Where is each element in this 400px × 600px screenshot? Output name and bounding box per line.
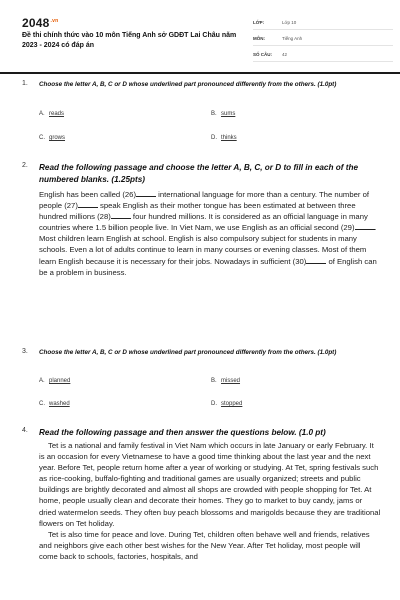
- option-d[interactable]: [211, 135, 237, 141]
- option-c[interactable]: [39, 401, 70, 407]
- header-divider: [0, 72, 400, 74]
- option-word: planned: [49, 378, 71, 384]
- option-a[interactable]: [39, 111, 64, 117]
- logo-suffix: .vn: [50, 18, 59, 24]
- passage-paragraph: Tet is a national and family festival in Viet Nam which occurs in late January or early February. It is an occasion for every Vietnamese to have a good time thinking about the last year and the next year. Before Tet, people return home after a year of working or studying. At Tet, spring festivals such as rice-cooking, buffalo-fighting and traditional games are usually organized; streets and public buildings are brightly decorated and almost all shops are crowded with people shopping for Tet. At home, people usually clean and decorate their homes. They go to market to buy candy, jams or dried watermelon seeds. They often buy peach blossoms and marigolds because they are traditional flowers on Tet holiday.: [39, 441, 381, 528]
- option-word: stopped: [221, 401, 243, 407]
- passage-text: [39, 440, 381, 562]
- option-word: sums: [221, 111, 236, 117]
- meta-key: LỚP:: [253, 20, 265, 25]
- question-number: 3.: [22, 348, 28, 355]
- passage-segment: of English can be a problem in business.: [39, 256, 377, 277]
- meta-row-count: [253, 48, 393, 62]
- blank-30[interactable]: [306, 257, 326, 264]
- option-word: thinks: [221, 135, 237, 141]
- option-c[interactable]: [39, 135, 65, 141]
- page-title: Đề thi chính thức vào 10 môn Tiếng Anh sở GDĐT Lai Châu năm 2023 - 2024 có đáp án: [22, 32, 237, 49]
- meta-value: 42: [282, 52, 288, 57]
- meta-row-subject: [253, 32, 393, 46]
- passage-segment: international language for more than a century. The number of people (27): [39, 190, 369, 211]
- option-word: grows: [49, 135, 66, 141]
- meta-key: SỐ CÂU:: [253, 52, 272, 57]
- logo-text: 2048: [22, 16, 50, 30]
- option-b[interactable]: [211, 111, 235, 117]
- option-letter: B.: [211, 378, 217, 384]
- option-word: missed: [221, 378, 241, 384]
- option-word: reads: [49, 111, 65, 117]
- blank-29[interactable]: [355, 223, 375, 230]
- passage-segment: speak English as their mother tongue has been estimated at between three hundred millions (28): [39, 201, 356, 222]
- question-text: Choose the letter A, B, C or D whose underlined part pronounced differently from the others. (1.0pt): [39, 81, 337, 88]
- passage-paragraph: Tet is also time for peace and love. During Tet, children often behave well and friends, relatives and neighbors give each other best wishes for the New Year. After Tet holiday, most people will come back to schools, factories, hospitals, and: [39, 529, 370, 561]
- question-text: Choose the letter A, B, C or D whose underlined part pronounced differently from the others. (1.0pt): [39, 349, 337, 356]
- blank-28[interactable]: [111, 212, 131, 219]
- blank-26[interactable]: [136, 190, 156, 197]
- meta-value: Tiếng Anh: [282, 36, 303, 41]
- passage-segment: four hundred millions. It is considered as an official language in many countries where 1.5 billion people live. In Viet Nam, we use English as an official second (29): [39, 212, 368, 233]
- meta-row-class: [253, 16, 393, 30]
- option-letter: C.: [39, 135, 45, 141]
- option-letter: B.: [211, 111, 217, 117]
- option-a[interactable]: [39, 378, 70, 384]
- question-4: [22, 427, 380, 600]
- question-text: Read the following passage and choose the letter A, B, C, or D to fill in each of the numbered blanks. (1.25pts): [39, 163, 359, 184]
- option-letter: A.: [39, 111, 45, 117]
- option-letter: A.: [39, 378, 45, 384]
- meta-info: [253, 16, 393, 64]
- question-1: [22, 80, 380, 150]
- passage-segment: . Most children learn English at school. English is also compulsory subject for students in many schools. Even a lot of adults continue to learn in many courses or evening classes. Most of them learn English because it is necessary for their jobs. Nowadays in sufficient (30): [39, 223, 377, 266]
- passage-text: [39, 189, 381, 278]
- meta-value: Lớp 10: [282, 20, 297, 25]
- meta-key: MÔN:: [253, 36, 265, 41]
- option-letter: C.: [39, 401, 45, 407]
- question-3: [22, 348, 380, 418]
- option-d[interactable]: [211, 401, 242, 407]
- option-word: washed: [49, 401, 70, 407]
- question-number: 2.: [22, 162, 28, 169]
- passage-segment: English has been called (26): [39, 190, 137, 199]
- option-letter: D.: [211, 135, 217, 141]
- site-logo[interactable]: [22, 16, 58, 30]
- question-text: Read the following passage and then answer the questions below. (1.0 pt): [39, 428, 326, 437]
- question-number: 1.: [22, 80, 28, 87]
- option-letter: D.: [211, 401, 217, 407]
- option-b[interactable]: [211, 378, 240, 384]
- question-number: 4.: [22, 427, 28, 434]
- blank-27[interactable]: [78, 201, 98, 208]
- question-2: [22, 162, 380, 337]
- page-header: [0, 0, 400, 66]
